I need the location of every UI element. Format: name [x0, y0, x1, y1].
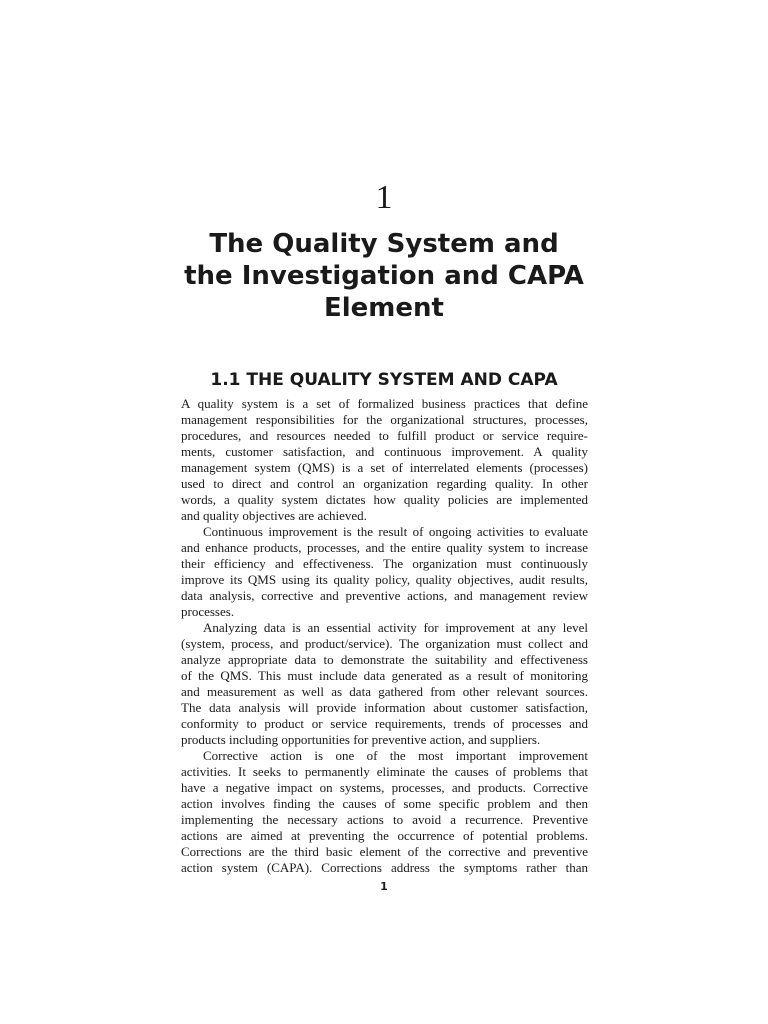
text-line: management system (QMS) is a set of interrelated elements (processes) [181, 460, 588, 475]
text-line: processes. [181, 604, 235, 619]
text-line: action system (CAPA). Corrections address the symptoms rather than [181, 860, 588, 875]
text-line: products including opportunities for preventive action, and suppliers. [181, 732, 541, 747]
chapter-title-line: Element [324, 293, 444, 323]
text-line: improve its QMS using its quality policy, quality objectives, audit results, [181, 572, 588, 587]
text-line: procedures, and resources needed to fulfill product or service require- [181, 428, 588, 443]
chapter-title [150, 228, 618, 324]
paragraph [181, 524, 588, 620]
text-line: actions are aimed at preventing the occurrence of potential problems. [181, 828, 588, 843]
page-number: 1 [380, 880, 388, 893]
text-line: A quality system is a set of formalized business practices that define [181, 396, 588, 411]
text-line: activities. It seeks to permanently eliminate the causes of problems that [181, 764, 588, 779]
text-line: and enhance products, processes, and the entire quality system to increase [181, 540, 588, 555]
text-line: ments, customer satisfaction, and continuous improvement. A quality [181, 444, 588, 459]
paragraph [181, 748, 588, 876]
text-line: their efficiency and effectiveness. The organization must continuously [181, 556, 588, 571]
text-line: management responsibilities for the organizational structures, processes, [181, 412, 588, 427]
paragraph [181, 620, 588, 748]
text-line: of the QMS. This must include data generated as a result of monitoring [181, 668, 588, 683]
text-line: Corrective action is one of the most important improvement [203, 748, 588, 763]
text-line: implementing the necessary actions to avoid a recurrence. Preventive [181, 812, 588, 827]
chapter-title-line: the Investigation and CAPA [184, 261, 584, 291]
text-line: Analyzing data is an essential activity for improvement at any level [203, 620, 588, 635]
text-line: used to direct and control an organization regarding quality. In other [181, 476, 588, 491]
section-heading: 1.1 THE QUALITY SYSTEM AND CAPA [210, 370, 558, 390]
text-line: have a negative impact on systems, processes, and products. Corrective [181, 780, 588, 795]
text-line: The data analysis will provide information about customer satisfaction, [181, 700, 588, 715]
chapter-number: 1 [375, 179, 393, 216]
text-line: Continuous improvement is the result of ongoing activities to evaluate [203, 524, 588, 539]
paragraph [181, 396, 588, 524]
text-line: words, a quality system dictates how quality policies are implemented [181, 492, 588, 507]
text-line: and quality objectives are achieved. [181, 508, 367, 523]
text-line: Corrections are the third basic element of the corrective and preventive [181, 844, 588, 859]
text-line: (system, process, and product/service). The organization must collect and [181, 636, 588, 651]
body-text [181, 396, 588, 876]
chapter-title-line: The Quality System and [209, 229, 559, 259]
text-line: action involves finding the causes of some specific problem and then [181, 796, 588, 811]
text-line: conformity to product or service requirements, trends of processes and [181, 716, 588, 731]
text-line: and measurement as well as data gathered from other relevant sources. [181, 684, 588, 699]
text-line: data analysis, corrective and preventive actions, and management review [181, 588, 588, 603]
text-line: analyze appropriate data to demonstrate the suitability and effectiveness [181, 652, 588, 667]
